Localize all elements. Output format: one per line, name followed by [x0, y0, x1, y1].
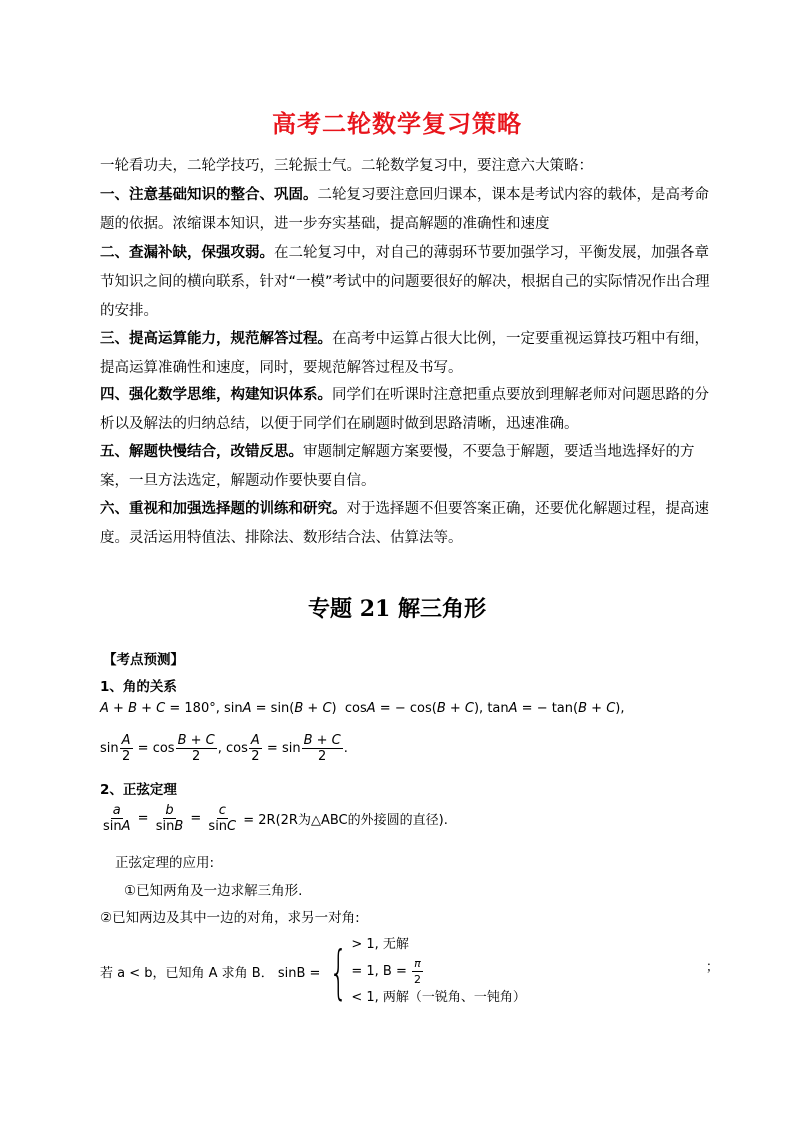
strategy-6-head: 六、重视和加强选择题的训练和研究。 [100, 501, 347, 517]
item1-title: 1、角的关系 [100, 679, 177, 695]
left-brace-icon: { [329, 937, 349, 1006]
strategy-6 [100, 495, 722, 553]
topic-title: 专题 21 解三角形 [308, 596, 486, 622]
application-title: 正弦定理的应用: [115, 855, 215, 871]
strategy-1-body: 二轮复习要注意回归课本，课本是考试内容的载体，是高考命题的依据。浓缩课本知识，进一步夯实基础，提高解题的准确性和速度 [100, 187, 709, 232]
item2-title: 2、正弦定理 [100, 782, 177, 798]
case-list [351, 934, 526, 1009]
strategy-2-head: 二、查漏补缺，保强攻弱。 [100, 245, 274, 261]
application-2: ②已知两边及其中一边的对角，求另一对角: [100, 910, 360, 926]
angle-relation-formula-1: A + B + C = 180°, sin A = sin( B + C ) cos A = − cos( B + C ), tan A = − tan( B + C ), [100, 701, 625, 716]
strategy-4-body: 同学们在听课时注意把重点要放到理解老师对问题思路的分析以及解法的归纳总结，以便于同学们在刷题时做到思路清晰，迅速准确。 [100, 387, 709, 432]
case-2: = 1, B = [351, 963, 407, 979]
sine-law-note: = 2R(2R为△ABC的外接圆的直径). [243, 813, 448, 828]
case-suffix: ； [705, 960, 719, 975]
angle-relation-formula-2: sin $\frac{A}{2}$ = cos $\frac{B + C}{2}$ , cos $\frac{A}{2}$ = sin $\frac{B + C}{2}$ . [100, 733, 348, 764]
case-3: < 1, 两解（一锐角、一钝角） [351, 990, 526, 1005]
strategy-2-body: 在二轮复习中，对自己的薄弱环节要加强学习，平衡发展，加强各章节知识之间的横向联系，针对“一模”考试中的问题要很好的解决，根据自己的实际情况作出合理的安排。 [100, 245, 710, 319]
strategy-5 [100, 438, 722, 496]
strategy-5-head: 五、解题快慢结合，改错反思。 [100, 444, 303, 460]
strategy-1-head: 一、注意基础知识的整合、巩固。 [100, 187, 318, 203]
strategy-2 [100, 239, 722, 326]
strategy-4 [100, 381, 722, 439]
case-prefix: 若 a < b，已知角 A 求角 B． sinB = [100, 966, 321, 981]
strategy-3-body: 在高考中运算占很大比例，一定要重视运算技巧粗中有细，提高运算准确性和速度，同时，要规范解答过程及书写。 [100, 331, 709, 376]
strategy-1 [100, 181, 722, 239]
case-1: > 1, 无解 [351, 937, 409, 952]
strategy-6-body: 对于选择题不但要答案正确，还要优化解题过程，提高速度。灵活运用特值法、排除法、数形结合法、估算法等。 [100, 501, 709, 546]
strategy-5-body: 审题制定解题方案要慢，不要急于解题，要适当地选择好的方案，一旦方法选定，解题动作要快要自信。 [100, 444, 695, 489]
intro-text: 一轮看功夫，二轮学技巧，三轮振士气。二轮数学复习中，要注意六大策略： [100, 158, 593, 174]
case-formula [100, 934, 719, 1009]
page-title: 高考二轮数学复习策略 [272, 110, 522, 138]
strategy-4-head: 四、强化数学思维，构建知识体系。 [100, 387, 332, 403]
sine-law-formula: $\frac{a}{\sin A}$ = $\frac{b}{\sin B}$ = $\frac{c}{\sin C}$ = 2R(2R为△ABC的外接圆的直径). [103, 803, 448, 834]
strategy-3-head: 三、提高运算能力，规范解答过程。 [100, 331, 332, 347]
intro-paragraph [100, 152, 722, 181]
application-1: ①已知两角及一边求解三角形. [124, 883, 303, 899]
section-label: 【考点预测】 [103, 652, 184, 668]
strategy-3 [100, 325, 722, 383]
case-2-row: = 1, B = $\frac{\pi}{2}$ [351, 957, 421, 986]
